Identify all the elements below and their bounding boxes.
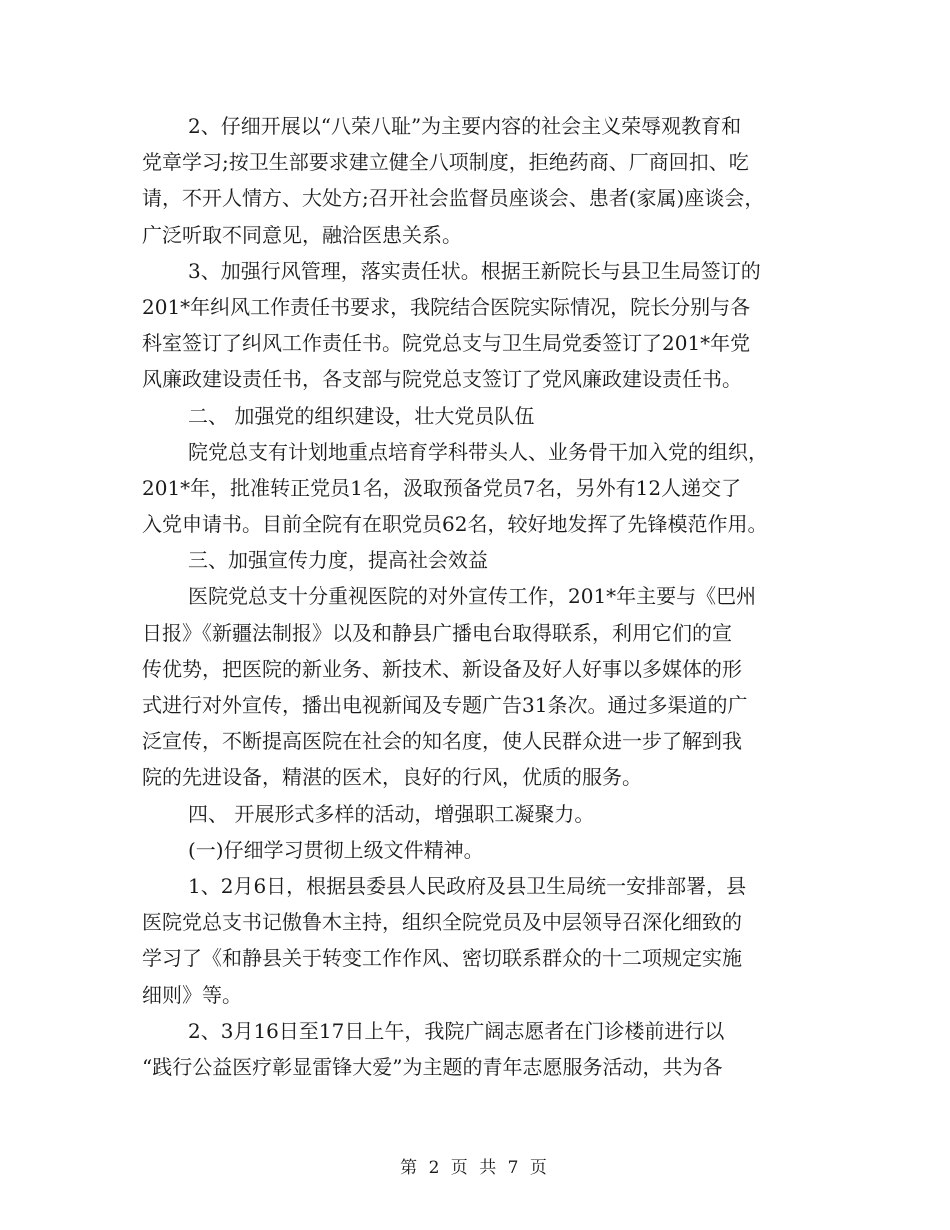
paragraph-line: 细则》等。 bbox=[142, 982, 242, 1007]
paragraph-line: 式进行对外宣传，播出电视新闻及专题广告31条次。通过多渠道的广 bbox=[142, 693, 748, 717]
paragraph-line: 院党总支有计划地重点培育学科带头人、业务骨干加入党的组织， bbox=[188, 439, 768, 464]
paragraph-line: 医院党总支十分重视医院的对外宣传工作，201*年主要与《巴州 bbox=[188, 584, 757, 609]
paragraph-line: 请，不开人情方、大处方;召开社会监督员座谈会、患者(家属)座谈会， bbox=[142, 186, 765, 211]
section-heading: 四、 开展形式多样的活动，增强职工凝聚力。 bbox=[188, 801, 595, 826]
paragraph-line: 广泛听取不同意见，融洽医患关系。 bbox=[142, 222, 462, 247]
subsection-heading: (一)仔细学习贯彻上级文件精神。 bbox=[188, 837, 484, 862]
paragraph-line: 1、2月6日，根据县委县人民政府及县卫生局统一安排部署，县 bbox=[188, 873, 747, 898]
paragraph-line: 泛宣传，不断提高医院在社会的知名度，使人民群众进一步了解到我 bbox=[142, 729, 742, 754]
paragraph-line: 学习了《和静县关于转变工作作风、密切联系群众的十二项规定实施 bbox=[142, 946, 742, 971]
body-text bbox=[142, 108, 814, 1085]
page-number-footer: 第 2 页 共 7 页 bbox=[400, 1158, 550, 1178]
paragraph-line: 科室签订了纠风工作责任书。院党总支与卫生局党委签订了201*年党 bbox=[142, 331, 751, 356]
section-heading: 三、加强宣传力度，提高社会效益 bbox=[188, 548, 488, 573]
paragraph-line: 2、仔细开展以“八荣八耻”为主要内容的社会主义荣辱观教育和 bbox=[188, 114, 742, 138]
paragraph-line: 院的先进设备，精湛的医术，良好的行风，优质的服务。 bbox=[142, 765, 642, 790]
paragraph-line: 传优势，把医院的新业务、新技术、新设备及好人好事以多媒体的形 bbox=[142, 656, 742, 681]
section-heading: 二、 加强党的组织建设，壮大党员队伍 bbox=[188, 403, 535, 428]
paragraph-line: 201*年，批准转正党员1名，汲取预备党员7名，另外有12人递交了 bbox=[142, 475, 742, 500]
paragraph-line: 入党申请书。目前全院有在职党员62名，较好地发挥了先锋模范作用。 bbox=[142, 512, 768, 537]
paragraph-line: 201*年纠风工作责任书要求，我院结合医院实际情况，院长分别与各 bbox=[142, 294, 751, 319]
paragraph-line: 医院党总支书记傲鲁木主持，组织全院党员及中层领导召深化细致的 bbox=[142, 910, 742, 935]
paragraph-line: “践行公益医疗彰显雷锋大爱”为主题的青年志愿服务活动，共为各 bbox=[142, 1054, 723, 1079]
paragraph-line: 党章学习;按卫生部要求建立健全八项制度，拒绝药商、厂商回扣、吃 bbox=[142, 150, 749, 175]
paragraph-line: 风廉政建设责任书，各支部与院党总支签订了党风廉政建设责任书。 bbox=[142, 367, 742, 392]
paragraph-line: 日报》《新疆法制报》以及和静县广播电台取得联系，利用它们的宣 bbox=[142, 620, 732, 645]
paragraph-line: 2、3月16日至17日上午，我院广阔志愿者在门诊楼前进行以 bbox=[188, 1018, 725, 1043]
paragraph-line: 3、加强行风管理，落实责任状。根据王新院长与县卫生局签订的 bbox=[188, 258, 761, 283]
